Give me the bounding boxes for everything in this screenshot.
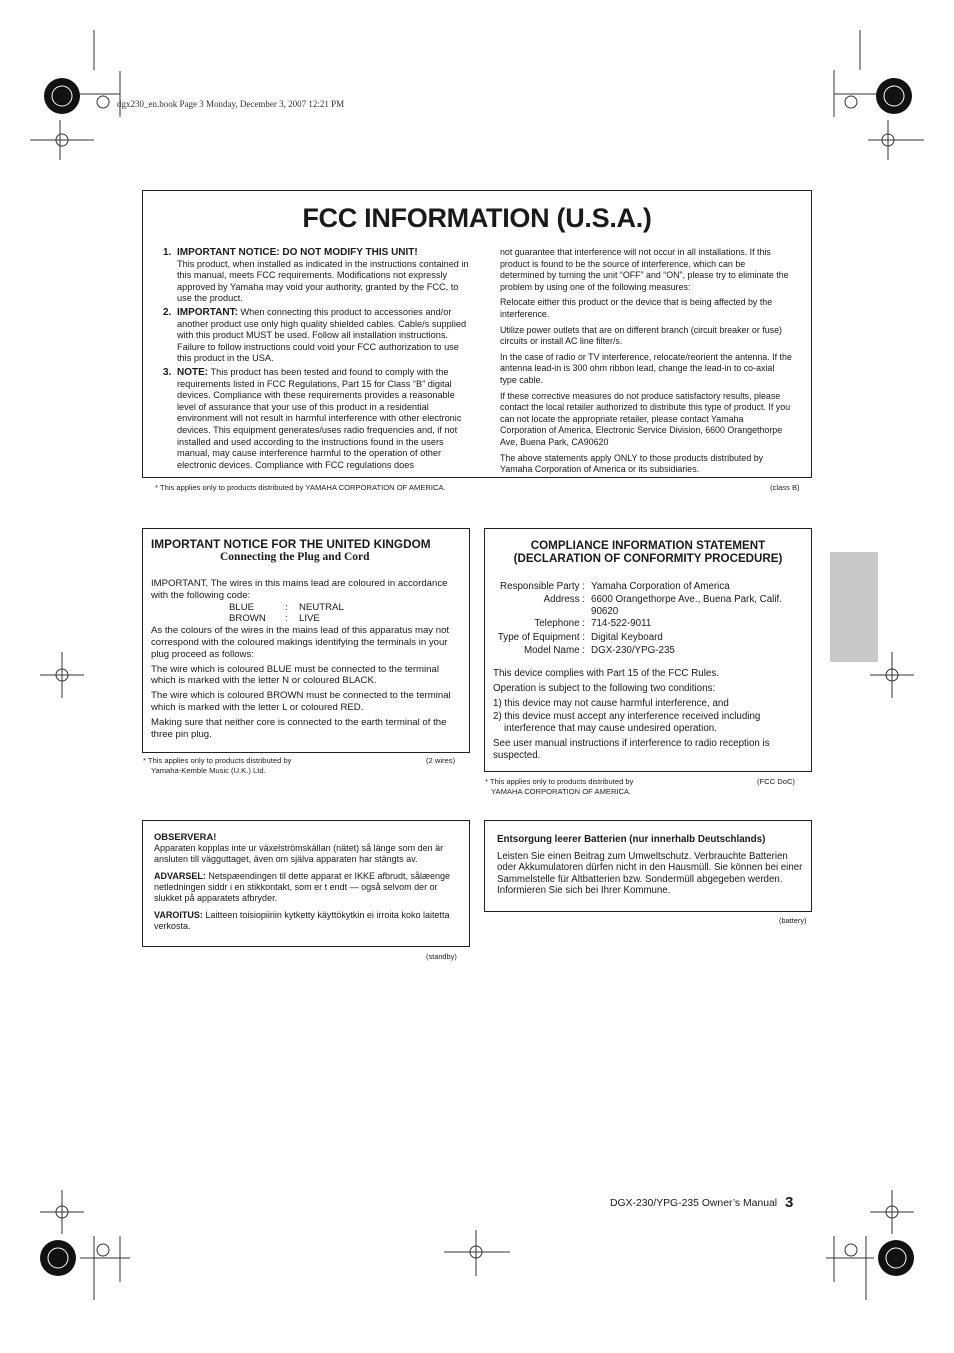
fcc-item-text: This product, when installed as indicated in the instructions contained in this manual, meets FCC requirements. Modifications not expressly approved by Yamaha may void your authority, granted by the FCC, to use the product. bbox=[177, 258, 469, 304]
uk-subtitle: Connecting the Plug and Cord bbox=[220, 551, 370, 563]
compliance-row: Type of Equipment : Digital Keyboard bbox=[497, 631, 663, 643]
page-number: 3 bbox=[785, 1194, 794, 1211]
battery-tag: (battery) bbox=[779, 916, 807, 925]
compliance-tag: (FCC DoC) bbox=[757, 777, 795, 786]
standby-box bbox=[142, 820, 470, 947]
section-tab bbox=[830, 552, 878, 662]
fcc-item-text: This product has been tested and found to comply with the requirements listed in FCC Regulations, Part 15 for Class “B” digital devices. Compliance with these requirements provides a reasonable level of assurance that your use of this product in a residential environment will not result in harmful interference with other electronic devices. This equipment generates/uses radio frequencies and, if not installed and used according to the instructions found in the users manual, may cause interference harmful to the operation of other electronic devices. Compliance with FCC regulations does bbox=[177, 366, 462, 470]
fcc-item-2: 2. IMPORTANT: When connecting this product to accessories and/or another product use only high quality shielded cables. Cable/s supplied with this product MUST be used. Follow all installation instructions. Failure to follow instructions could void your FCC authorization to use this product in the USA. bbox=[163, 306, 467, 364]
uk-paragraph: The wire which is coloured BLUE must be connected to the terminal which is marked with the letter N or coloured BLACK. bbox=[151, 663, 439, 687]
compliance-row: Responsible Party : Yamaha Corporation of America bbox=[500, 581, 730, 592]
fcc-paragraph: Relocate either this product or the device that is being affected by the interference. bbox=[500, 297, 773, 319]
fcc-item-3: 3. NOTE: This product has been tested and found to comply with the requirements listed in FCC Regulations, Part 15 for Class “B” digital devices. Compliance with these requirements provides a reasonable level of assurance that your use of this product in a residential environment will not result in harmful interference with other electronic devices. This equipment generates/uses radio frequencies and, if not installed and used according to the instructions found in the users manual, may cause interference harmful to the operation of other electronic devices. Compliance with FCC regulations does bbox=[163, 366, 462, 470]
fcc-item-heading: NOTE: bbox=[177, 366, 209, 378]
uk-paragraph: The wire which is coloured BROWN must be connected to the terminal which is marked with the letter L or coloured RED. bbox=[151, 690, 451, 713]
uk-paragraph: As the colours of the wires in the mains lead of this apparatus may not correspond with the coloured makings identifying the terminals in your plug proceed as follows: bbox=[151, 625, 450, 660]
uk-tag: (2 wires) bbox=[426, 756, 456, 765]
wire-row: BROWN : LIVE bbox=[229, 613, 320, 625]
fcc-item-heading: IMPORTANT: bbox=[177, 306, 238, 318]
uk-notice-box bbox=[142, 528, 470, 753]
uk-title: IMPORTANT NOTICE FOR THE UNITED KINGDOM bbox=[151, 537, 431, 551]
compliance-body: This device complies with Part 15 of the FCC Rules. Operation is subject to the following two conditions: 1) this device may not cause harmful interference, and 2) this device must accept any interference received including interference that may cause undesired operation. See user manual instructions if interference to radio reception is suspected. bbox=[493, 668, 770, 761]
fcc-item-heading: IMPORTANT NOTICE: DO NOT MODIFY THIS UNIT! bbox=[177, 247, 418, 258]
fcc-item-1: 1. IMPORTANT NOTICE: DO NOT MODIFY THIS UNIT! This product, when installed as indicated in the instructions contained in this manual, meets FCC requirements. Modifications not expressly approved by Yamaha may void your authority, granted by the FCC, to use the product. bbox=[163, 247, 469, 304]
fcc-paragraph: If these corrective measures do not produce satisfactory results, please contact the local retailer authorized to distribute this type of product. If you can not locate the appropriate retailer, please contact Yamaha Corporation of America, Electronic Service Division, 6600 Orangethorpe Ave, Buena Park, CA90620 bbox=[500, 390, 791, 447]
standby-body: OBSERVERA! Apparaten kopplas inte ur växelströmskällan (nätet) så länge som den är ansluten till vägguttaget, även om själva apparaten har stängts av. ADVARSEL: Netspæendingen til dette apparat er IKKE afbrudt, sålæenge netledningen siddr i en stikkontakt, som er t endt — også selvom der or slukket på apparatets afbryder. VAROITUS: Laitteen toisiopiiriin kytketty käyttökytkin ei irroita koko laitetta verkosta. bbox=[154, 831, 460, 938]
fcc-information-box bbox=[142, 190, 812, 478]
uk-paragraph: Making sure that neither core is connected to the earth terminal of the three pin plug. bbox=[151, 716, 447, 740]
fcc-title: FCC INFORMATION (U.S.A.) bbox=[302, 203, 652, 233]
fcc-paragraph: In the case of radio or TV interference, relocate/reorient the antenna. If the antenna lead-in is 300 ohm ribbon lead, change the lead-in to co-axial type cable. bbox=[500, 351, 792, 385]
uk-body bbox=[151, 578, 463, 743]
wire-row: BLUE : NEUTRAL bbox=[229, 601, 344, 613]
fcc-item-text: When connecting this product to accessories and/or another product use only high quality shielded cables. Cable/s supplied with this product MUST be used. Follow all installation instructions. Failure to follow instructions could void your FCC authorization to use this product in the USA. bbox=[177, 306, 467, 364]
compliance-box bbox=[484, 528, 812, 772]
compliance-footnote: * This applies only to products distributed by YAMAHA CORPORATION OF AMERICA. bbox=[485, 777, 634, 796]
battery-title: Entsorgung leerer Batterien (nur innerhalb Deutschlands) bbox=[497, 834, 766, 845]
fcc-right-column bbox=[500, 247, 792, 480]
fcc-paragraph: The above statements apply ONLY to those products distributed by Yamaha Corporation of America or its subsidiaries. bbox=[500, 452, 764, 475]
compliance-row: Telephone : 714-522-9011 bbox=[534, 618, 652, 630]
standby-title: OBSERVERA! bbox=[154, 831, 217, 842]
fcc-footnote: * This applies only to products distributed by YAMAHA CORPORATION OF AMERICA. bbox=[155, 483, 446, 492]
uk-intro: IMPORTANT. The wires in this mains lead are coloured in accordance with the following code: bbox=[151, 578, 448, 601]
manual-name: DGX-230/YPG-235 Owner’s Manual bbox=[610, 1198, 778, 1209]
fcc-paragraph: not guarantee that interference will not occur in all installations. If this product is found to be the source of interference, which can be determined by turning the unit “OFF” and “ON”, please try to eliminate the problem by using one of the following measures: bbox=[500, 247, 789, 292]
fcc-tag: (class B) bbox=[770, 483, 800, 492]
compliance-row: Address : 6600 Orangethorpe Ave., Buena Park, Calif. 90620 bbox=[543, 594, 782, 617]
file-slug: dgx230_en.book Page 3 Monday, December 3, 2007 12:21 PM bbox=[117, 99, 345, 109]
compliance-title: COMPLIANCE INFORMATION STATEMENT (DECLARATION OF CONFORMITY PROCEDURE) bbox=[513, 539, 783, 565]
standby-tag: (standby) bbox=[426, 952, 457, 961]
compliance-row: Model Name : DGX-230/YPG-235 bbox=[524, 645, 675, 657]
battery-box bbox=[484, 820, 812, 912]
uk-footnote: * This applies only to products distributed by Yamaha-Kemble Music (U.K.) Ltd. bbox=[143, 756, 292, 775]
battery-body: Entsorgung leerer Batterien (nur innerhalb Deutschlands) Leisten Sie einen Beitrag zum Umweltschutz. Verbrauchte Batterien oder Akkumulatoren dürfen nicht in den Hausmüll. Sie können bei einer Sammelstelle für Altbatterien bzw. Sondermüll abgegeben werden. Informieren Sie sich bei Ihrer Kommune. bbox=[497, 834, 805, 903]
fcc-paragraph: Utilize power outlets that are on different branch (circuit breaker or fuse) circuits or install AC line filter/s. bbox=[500, 324, 782, 347]
fcc-left-column bbox=[163, 247, 469, 473]
compliance-table bbox=[493, 580, 806, 658]
